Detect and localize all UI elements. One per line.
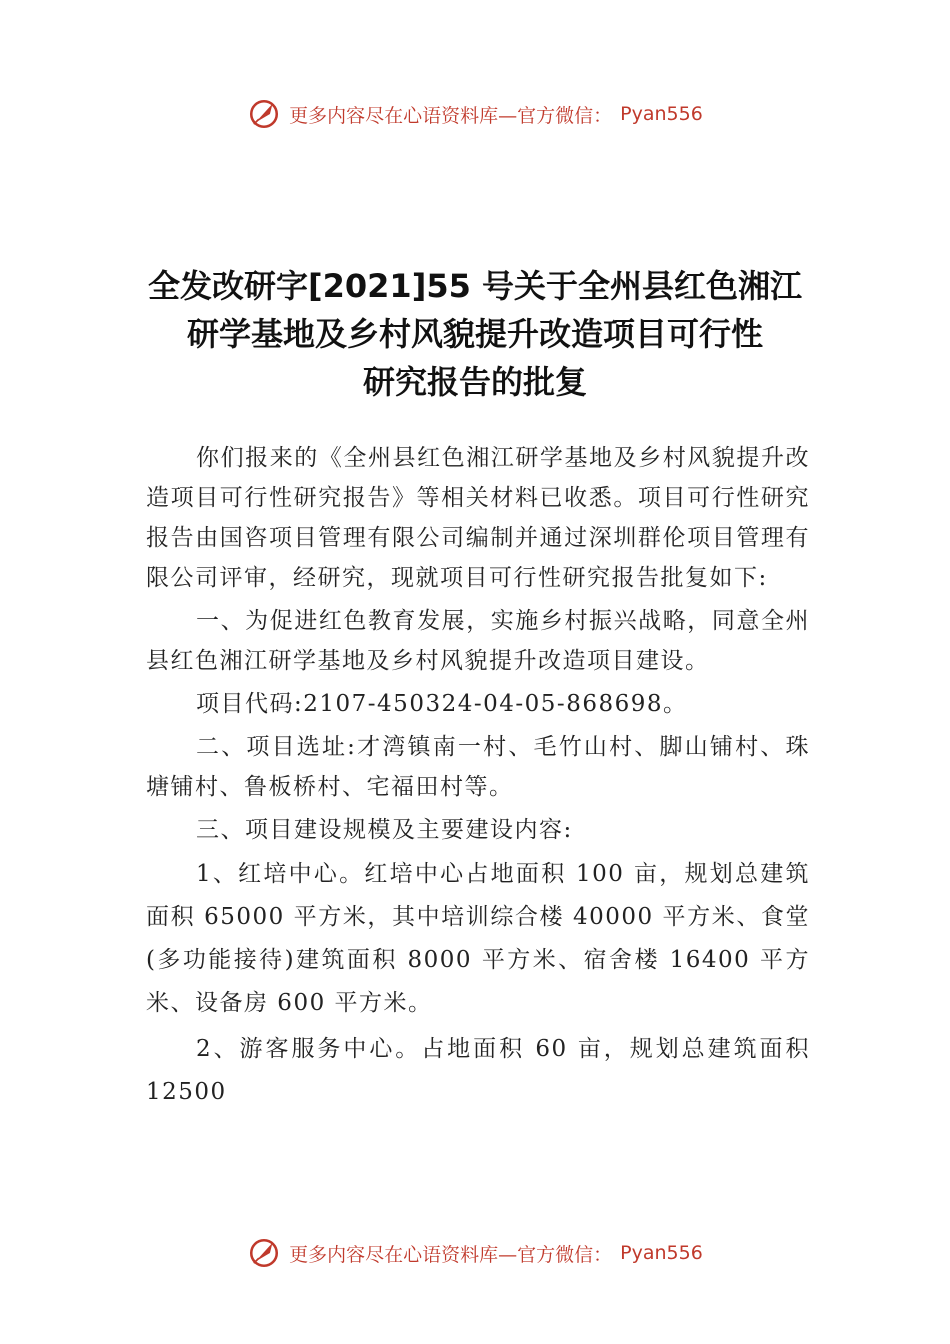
watermark-text: 更多内容尽在心语资料库—官方微信： [289, 104, 613, 127]
paragraph-item-2: 二、项目选址:才湾镇南一村、毛竹山村、脚山铺村、珠塘铺村、鲁板桥村、宅福田村等。 [146, 734, 810, 800]
watermark-text: 更多内容尽在心语资料库—官方微信： [289, 1243, 613, 1266]
document-body [146, 438, 810, 1117]
paragraph-intro: 你们报来的《全州县红色湘江研学基地及乡村风貌提升改造项目可行性研究报告》等相关材料已收悉。项目可行性研究报告由国咨项目管理有限公司编制并通过深圳群伦项目管理有限公司评审，经研究，现就项目可行性研究报告批复如下: [146, 445, 810, 591]
watermark-wechat-id: Pyan556 [620, 1242, 703, 1264]
watermark-header [0, 94, 950, 134]
watermark-footer [0, 1233, 950, 1273]
title-line: 全发改研字[2021]55 号关于全州县红色湘江 [148, 267, 802, 305]
paragraph-project-code: 项目代码:2107-450324-04-05-868698。 [196, 691, 688, 717]
document-title [120, 262, 830, 406]
quill-logo-icon [247, 1236, 281, 1270]
paragraph-visitor-center: 2、游客服务中心。占地面积 60 亩，规划总建筑面积 12500 [146, 1036, 810, 1105]
title-line: 研学基地及乡村风貌提升改造项目可行性 [186, 315, 763, 353]
paragraph-item-1: 一、为促进红色教育发展，实施乡村振兴战略，同意全州县红色湘江研学基地及乡村风貌提升改造项目建设。 [146, 608, 810, 674]
watermark-wechat-id: Pyan556 [620, 103, 703, 125]
quill-logo-icon [247, 97, 281, 131]
title-line: 研究报告的批复 [362, 363, 587, 401]
paragraph-item-3: 三、项目建设规模及主要建设内容: [196, 817, 573, 843]
paragraph-red-training-center: 1、红培中心。红培中心占地面积 100 亩，规划总建筑面积 65000 平方米，其中培训综合楼 40000 平方米、食堂(多功能接待)建筑面积 8000 平方米、宿舍楼 16400 平方米、设备房 600 平方米。 [146, 861, 810, 1016]
